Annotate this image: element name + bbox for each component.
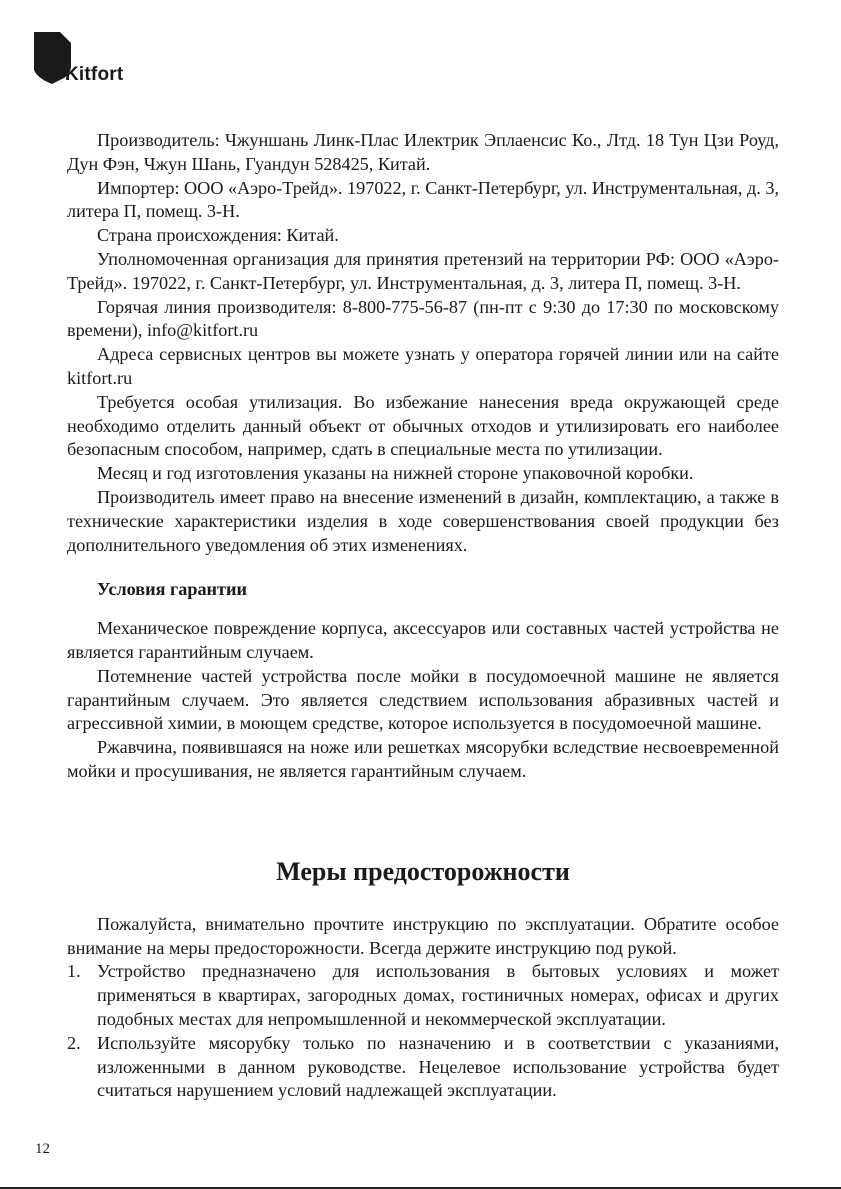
list-item-text: Используйте мясорубку только по назначению и в соответствии с указаниями, изложенными в данном руководстве. Нецелевое использование устройства будет считаться нарушением условий надлежащей эксплуатации. (97, 1032, 779, 1101)
warranty-paragraph: Потемнение частей устройства после мойки в посудомоечной машине не является гарантийным случаем. Это является следствием использования абразивных частей и агрессивной химии, в моющем средстве, которое используется в посудомоечной машине. (67, 665, 779, 734)
list-item-text: Устройство предназначено для использования в бытовых условиях и может применяться в квартирах, загородных домах, гостиничных номерах, офисах и других подобных местах для непромышленной и некоммерческой эксплуатации. (97, 961, 779, 1029)
page-number: 12 (35, 1141, 50, 1157)
list-item (67, 1032, 779, 1103)
service-centers-paragraph: Адреса сервисных центров вы можете узнать у оператора горячей линии или на сайте kitfort.ru (67, 344, 779, 388)
manufacturer-paragraph: Производитель: Чжуншань Линк-Плас Илектрик Эплаенсис Ко., Лтд. 18 Тун Цзи Роуд, Дун Фэн, Чжун Шань, Гуандун 528425, Китай. (67, 130, 779, 174)
changes-paragraph: Производитель имеет право на внесение изменений в дизайн, комплектацию, а также в технические характеристики изделия в ходе совершенствования своей продукции без дополнительного уведомления об этих изменениях. (67, 486, 779, 555)
importer-paragraph: Импортер: ООО «Аэро-Трейд». 197022, г. Санкт-Петербург, ул. Инструментальная, д. 3, литера П, помещ. 3-Н. (67, 177, 779, 222)
disposal-paragraph: Требуется особая утилизация. Во избежание нанесения вреда окружающей среде необходимо отделить данный объект от обычных отходов и утилизировать его наиболее безопасным способом, например, сдать в специальные места по утилизации. (67, 391, 779, 460)
brand-name: Kitfort (65, 64, 124, 85)
kitfort-logo (34, 32, 174, 88)
warranty-heading: Условия гарантии (97, 579, 247, 600)
origin-country-paragraph: Страна происхождения: Китай. (97, 225, 339, 246)
list-item-number: 2. (67, 1032, 81, 1053)
safety-list (67, 960, 779, 1103)
warranty-paragraph: Механическое повреждение корпуса, аксессуаров или составных частей устройства не является гарантийным случаем. (67, 618, 779, 662)
safety-heading: Меры предосторожности (276, 856, 570, 886)
warranty-paragraph: Ржавчина, появившаяся на ноже или решетках мясорубки вследствие несвоевременной мойки и просушивания, не является гарантийным случаем. (67, 737, 779, 781)
safety-intro: Пожалуйста, внимательно прочтите инструкцию по эксплуатации. Обратите особое внимание на меры предосторожности. Всегда держите инструкцию под рукой. (67, 913, 779, 958)
hotline-paragraph: Горячая линия производителя: 8-800-775-56-87 (пн-пт с 9:30 до 17:30 по московскому времени), info@kitfort.ru (67, 296, 779, 341)
list-item-number: 1. (67, 961, 81, 982)
document-body (67, 129, 779, 1103)
list-item (67, 960, 779, 1031)
manufacture-date-paragraph: Месяц и год изготовления указаны на нижней стороне упаковочной коробки. (97, 463, 694, 484)
authorized-organization-paragraph: Уполномоченная организация для принятия претензий на территории РФ: ООО «Аэро-Трейд». 197022, г. Санкт-Петербург, ул. Инструментальная, д. 3, литера П, помещ. 3-Н. (67, 248, 779, 293)
